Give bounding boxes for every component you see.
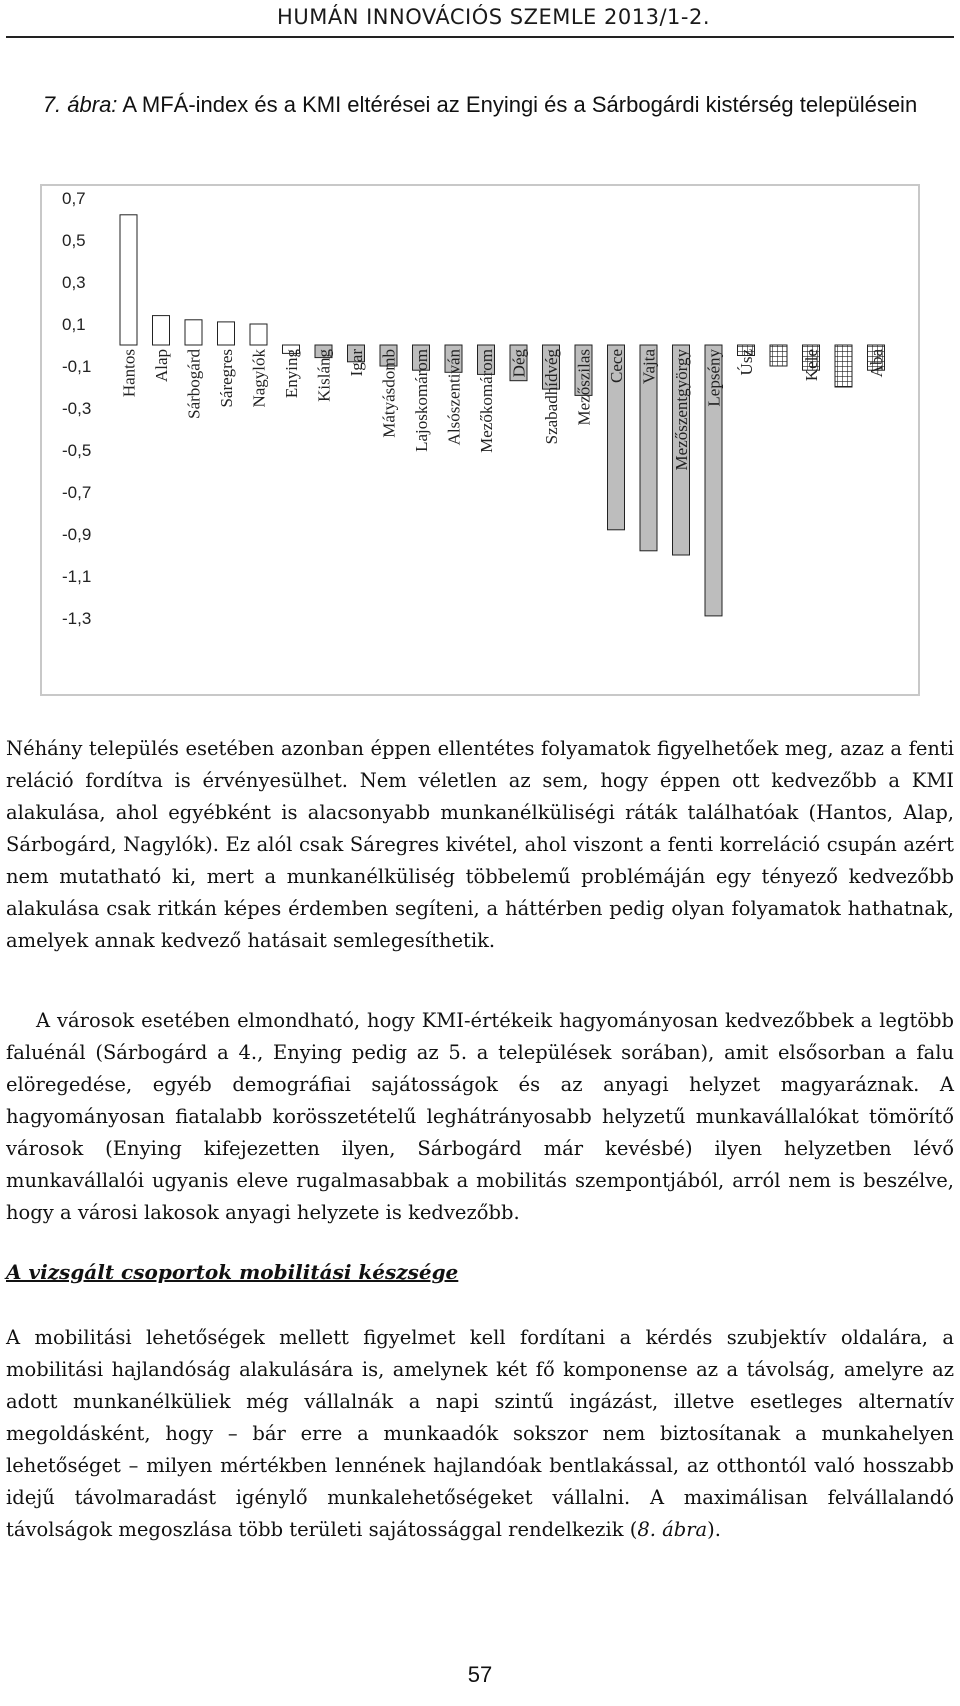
x-label-mezőszentgyörgy: Mezőszentgyörgy [672, 349, 691, 471]
y-tick-label: -0,9 [62, 525, 92, 544]
x-label-nagylók: Nagylók [249, 349, 269, 408]
x-label-aba: Aba [867, 349, 886, 378]
figure-reference: 8. ábra [637, 1518, 708, 1541]
x-label-vajta: Vajta [639, 349, 659, 384]
y-tick-label: -0,5 [62, 441, 92, 460]
bar-nagylók [250, 324, 267, 345]
x-label-mátyásdomb: Mátyásdomb [379, 349, 399, 438]
bar-káloz [770, 345, 787, 366]
x-label-mezőkomárom: Mezőkomárom [477, 349, 496, 453]
x-label-kéleméd: Kele [802, 349, 821, 382]
y-tick-label: 0,3 [62, 273, 86, 292]
paragraph-3 [6, 1322, 954, 1546]
paragraph-2: A városok esetében elmondható, hogy KMI-értékeik hagyományosan kedvezőbbek a legtöbb faluénál (Sárbogárd a 4., Enying pedig az 5. a települések sorában), amit elsősorban a falu elöregedése, egyéb demográfiai sajátosságok és az anyagi helyzet magyaráznak. A hagyományosan fiatalabb korösszetételű leghátrányosabb helyzetű munkavállalókat tömörítő városok (Enying kifejezetten ilyen, Sárbogárd már kevésbé) ilyen helyzetben lévő munkavállalói ugyanis eleve rugalmasabbak a mobilitás szempontjából, arról nem is beszélve, hogy a városi lakosok anyagi helyzete is kedvezőbb. [6, 1009, 954, 1224]
y-tick-label: 0,7 [62, 189, 86, 208]
bar-hantos [120, 215, 137, 345]
paragraph-3-end: ). [707, 1518, 721, 1541]
chart-frame [40, 184, 920, 696]
x-label-alsószentiván: Alsószentiván [444, 349, 464, 446]
y-tick-label: -1,3 [62, 609, 92, 628]
x-label-cece: Cece [607, 349, 626, 383]
x-label-enying: Enying [282, 349, 301, 399]
x-label-sáregres: Sáregres [217, 349, 236, 408]
x-label-sárbogárd: Sárbogárd [184, 349, 204, 419]
x-label-lajoskomárom: Lajoskomárom [412, 349, 431, 452]
y-tick-label: 0,5 [62, 231, 86, 250]
x-label-igar: Igar [347, 349, 366, 377]
figure-caption [40, 88, 920, 122]
x-label-mezőszilas: Mezőszilas [574, 349, 594, 426]
paragraph-1: Néhány település esetében azonban éppen ellentétes folyamatok figyelhetőek meg, azaz a fenti reláció fordítva is érvényesülhet. Nem véletlen az sem, hogy éppen ott kedvezőbb a KMI alakulása, ahol egyébként is alacsonyabb munkanélküliségi ráták találhatóak (Hantos, Alap, Sárbogárd, Nagylók). Ez alól csak Sáregres kivétel, ahol viszont a fenti korreláció csupán azért nem mutatható ki, mert a munkanélküliség többelemű problémáján egy tényező kedvezőbb alakulása csak ritkán képes érdemben segíteni, a háttérben pedig olyan folyamatok hathatnak, amelyek annak kedvező hatásait semlegesíthetik. [6, 737, 954, 952]
y-tick-label: -0,3 [62, 399, 92, 418]
y-tick-label: -0,1 [62, 357, 92, 376]
paragraph-3-text: A mobilitási lehetőségek mellett figyelmet kell fordítani a kérdés szubjektív oldalára, a mobilitási hajlandóság alakulására is, amelynek két fő komponense az a távolság, amelyre az adott munkanélküliek még vállalnák a napi szintű ingázást, illetve esetleges alternatív megoldásként, hogy – bár erre a munkaadók sokszor nem biztosítanak a munkahelyen lehetőséget – milyen mértékben lennének hajlandóak bentlakással, az otthontól való hosszabb idejű távolmaradást igénylő munkalehetőségeket vállalni. A maximálisan felvállalandó távolságok megoszlása több területi sajátossággal rendelkezik ( [6, 1326, 954, 1541]
x-label-dég: Dég [509, 349, 529, 378]
figure-caption-text: A MFÁ-index és a KMI eltérései az Enyingi és a Sárbogárdi kistérség településein [122, 92, 918, 117]
bar-nagyhörcsök [835, 345, 852, 387]
bar-sáregres [218, 322, 235, 345]
page-number: 57 [467, 1662, 493, 1687]
section-heading: A vizsgált csoportok mobilitási készsége [6, 1260, 459, 1284]
x-label-hantos: Hantos [119, 349, 139, 398]
x-label-úszód: Úsz [737, 349, 756, 376]
header-rule [6, 36, 954, 38]
x-label-alap: Alap [152, 349, 171, 383]
y-tick-label: 0,1 [62, 315, 86, 334]
bar-sárbogárd [185, 320, 202, 345]
bar-chart [42, 186, 918, 694]
x-label-lepsény: Lepsény [704, 349, 724, 407]
x-label-kisláng: Kisláng [314, 349, 334, 402]
y-tick-label: -0,7 [62, 483, 92, 502]
running-header: HUMÁN INNOVÁCIÓS SZEMLE 2013/1-2. [277, 5, 710, 29]
y-tick-label: -1,1 [62, 567, 92, 586]
bar-alap [153, 316, 170, 345]
x-label-szabadhídvég: Szabadhídvég [542, 349, 561, 445]
figure-label: 7. ábra: [42, 92, 118, 117]
